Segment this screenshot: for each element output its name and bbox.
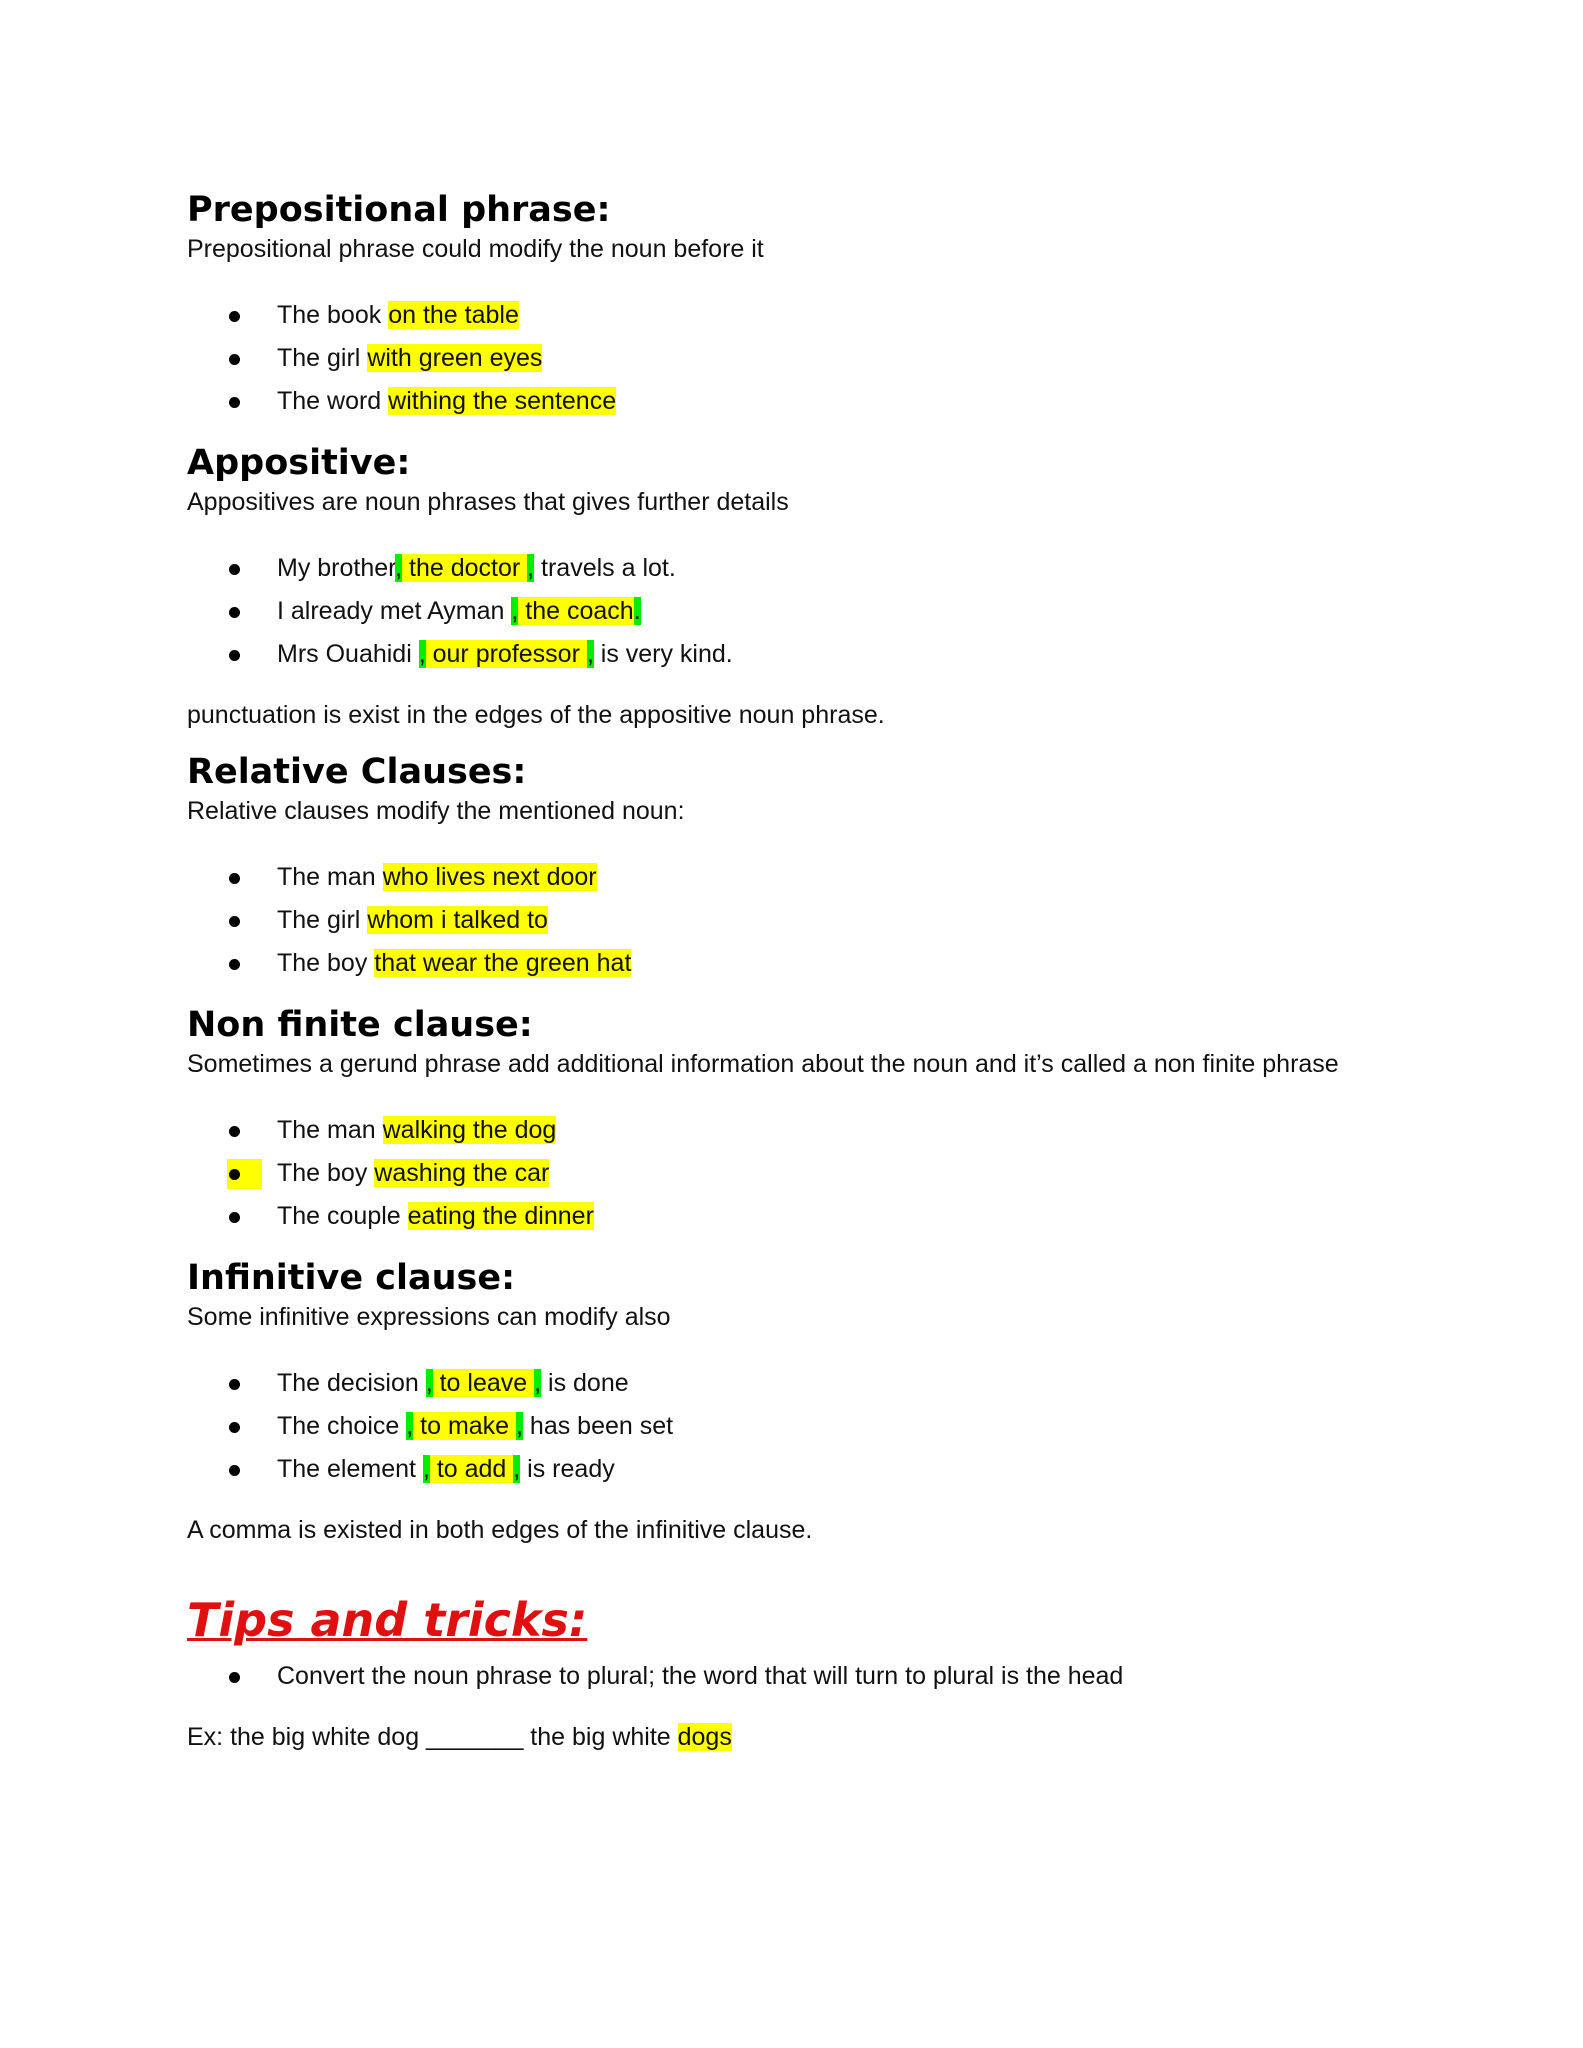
highlighted-phrase: that wear the green hat — [374, 949, 632, 977]
section-appositive — [187, 441, 1407, 732]
highlighted-phrase: our professor — [425, 640, 587, 668]
highlighted-phrase: the coach — [518, 597, 634, 625]
section-note: A comma is existed in both edges of the infinitive clause. — [187, 1516, 813, 1544]
highlighted-comma: , — [534, 1369, 542, 1397]
highlighted-comma: , — [418, 640, 426, 668]
example-list — [187, 547, 1407, 676]
example-list — [187, 1109, 1407, 1238]
highlighted-comma: , — [511, 597, 519, 625]
highlighted-phrase: washing the car — [374, 1159, 550, 1187]
highlighted-phrase: who lives next door — [382, 863, 597, 891]
list-item: The word withing the sentence — [187, 380, 1407, 423]
list-item: The decision , to leave , is done — [187, 1362, 1407, 1405]
section-intro: Some infinitive expressions can modify also — [187, 1303, 671, 1331]
bullet-icon — [229, 1169, 240, 1180]
section-relative-clauses — [187, 750, 1407, 985]
bullet-icon — [229, 607, 240, 618]
list-item: The man who lives next door — [187, 856, 1407, 899]
bullet-icon — [229, 564, 240, 575]
bullet-icon — [229, 397, 240, 408]
highlighted-phrase: on the table — [388, 301, 519, 329]
bullet-icon — [229, 1126, 240, 1137]
example-list — [187, 1362, 1407, 1491]
highlighted-comma: , — [527, 554, 535, 582]
highlighted-phrase: whom i talked to — [367, 906, 548, 934]
highlighted-phrase: with green eyes — [367, 344, 543, 372]
highlighted-comma: , — [425, 1369, 433, 1397]
list-item: The girl whom i talked to — [187, 899, 1407, 942]
section-tips — [187, 1591, 1407, 1754]
highlighted-word: dogs — [677, 1723, 732, 1751]
tips-list — [187, 1655, 1407, 1698]
highlighted-bullet — [227, 1159, 262, 1189]
section-heading: Appositive: — [187, 443, 411, 483]
highlighted-comma: , — [586, 640, 594, 668]
section-non-finite-clause — [187, 1003, 1407, 1238]
bullet-icon — [229, 916, 240, 927]
bullet-icon — [229, 354, 240, 365]
bullet-icon — [229, 873, 240, 884]
highlighted-comma: , — [406, 1412, 414, 1440]
list-item: The girl with green eyes — [187, 337, 1407, 380]
list-item: The couple eating the dinner — [187, 1195, 1407, 1238]
section-note: punctuation is exist in the edges of the appositive noun phrase. — [187, 701, 885, 729]
list-item: Convert the noun phrase to plural; the word that will turn to plural is the head — [187, 1655, 1407, 1698]
highlighted-phrase: to add — [429, 1455, 514, 1483]
bullet-icon — [229, 1212, 240, 1223]
list-item: The book on the table — [187, 294, 1407, 337]
bullet-icon — [229, 1422, 240, 1433]
list-item: My brother, the doctor , travels a lot. — [187, 547, 1407, 590]
bullet-icon — [229, 311, 240, 322]
example-list — [187, 294, 1407, 423]
tips-heading: Tips and tricks: — [187, 1593, 588, 1647]
highlighted-phrase: the doctor — [402, 554, 528, 582]
example-list — [187, 856, 1407, 985]
section-intro: Sometimes a gerund phrase add additional information about the noun and it’s called a non finite phrase — [187, 1050, 1339, 1078]
section-intro: Prepositional phrase could modify the noun before it — [187, 235, 764, 263]
bullet-icon — [229, 959, 240, 970]
list-item: I already met Ayman , the coach. — [187, 590, 1407, 633]
list-item: The boy that wear the green hat — [187, 942, 1407, 985]
section-intro: Appositives are noun phrases that gives further details — [187, 488, 789, 516]
section-heading: Prepositional phrase: — [187, 190, 611, 230]
section-prepositional-phrase — [187, 188, 1407, 423]
highlighted-phrase: to leave — [432, 1369, 535, 1397]
bullet-icon — [229, 1672, 240, 1683]
bullet-icon — [229, 650, 240, 661]
section-infinitive-clause — [187, 1256, 1407, 1547]
list-item: Mrs Ouahidi , our professor , is very kind. — [187, 633, 1407, 676]
section-intro: Relative clauses modify the mentioned noun: — [187, 797, 685, 825]
list-item: The element , to add , is ready — [187, 1448, 1407, 1491]
highlighted-phrase: withing the sentence — [388, 387, 617, 415]
highlighted-comma: , — [395, 554, 403, 582]
highlighted-phrase: walking the dog — [382, 1116, 557, 1144]
section-heading: Infinitive clause: — [187, 1258, 516, 1298]
section-heading: Non finite clause: — [187, 1005, 533, 1045]
highlighted-phrase: eating the dinner — [407, 1202, 594, 1230]
section-heading: Relative Clauses: — [187, 752, 527, 792]
document-page — [187, 188, 1407, 1754]
highlighted-comma: , — [422, 1455, 430, 1483]
highlighted-comma: , — [516, 1412, 523, 1440]
list-item: The boy washing the car — [187, 1152, 1407, 1195]
highlighted-comma: . — [633, 597, 641, 625]
list-item: The choice , to make , has been set — [187, 1405, 1407, 1448]
highlighted-comma: , — [513, 1455, 521, 1483]
list-item: The man walking the dog — [187, 1109, 1407, 1152]
highlighted-phrase: to make — [413, 1412, 517, 1440]
bullet-icon — [229, 1379, 240, 1390]
example-line: Ex: the big white dog _______ the big white dogs — [187, 1723, 732, 1751]
bullet-icon — [229, 1465, 240, 1476]
